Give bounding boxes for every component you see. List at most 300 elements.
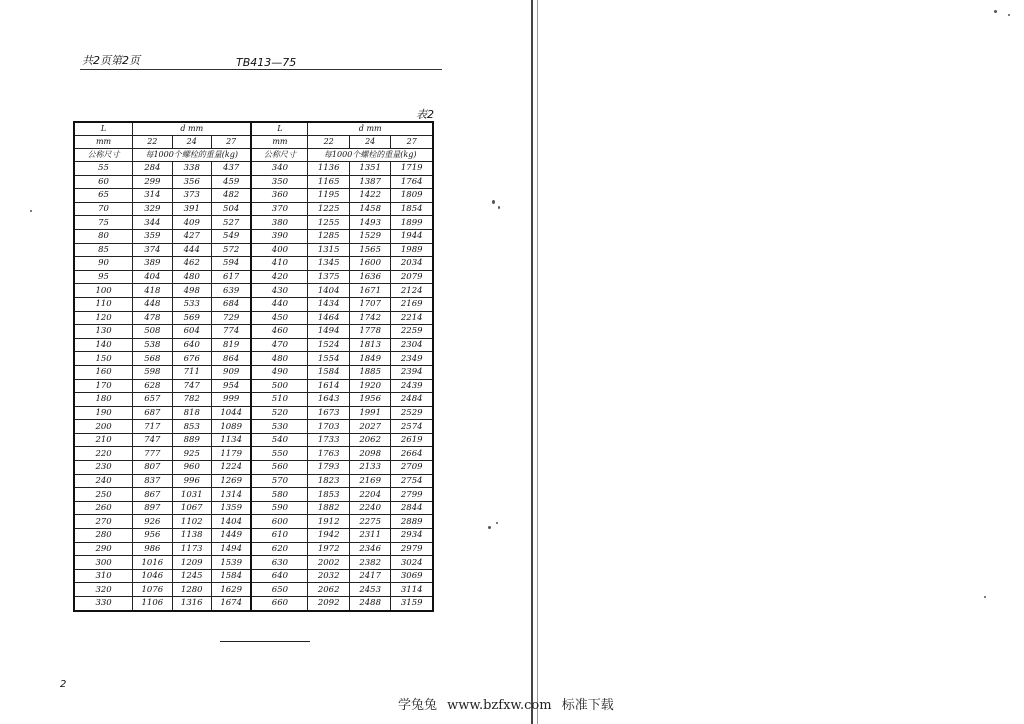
nominal-length-cell: 100 bbox=[74, 284, 133, 298]
table-row bbox=[74, 420, 433, 434]
weight-d22-cell-right: 1673 bbox=[308, 406, 350, 420]
weight-d27-cell: 572 bbox=[211, 243, 251, 257]
nominal-length-cell: 130 bbox=[74, 325, 133, 339]
weight-d27-cell-right: 2169 bbox=[391, 297, 433, 311]
scan-speck bbox=[496, 522, 498, 524]
weight-d24-cell: 444 bbox=[172, 243, 211, 257]
weight-d27-cell: 437 bbox=[211, 162, 251, 176]
weight-d27-cell-right: 2214 bbox=[391, 311, 433, 325]
weight-d22-cell-right: 2062 bbox=[308, 583, 350, 597]
weight-d27-cell: 864 bbox=[211, 352, 251, 366]
weight-d24-cell-right: 1387 bbox=[349, 175, 391, 189]
nominal-length-cell: 330 bbox=[74, 597, 133, 611]
weight-d24-cell: 818 bbox=[172, 406, 211, 420]
weight-d22-cell-right: 1404 bbox=[308, 284, 350, 298]
nominal-length-cell: 180 bbox=[74, 393, 133, 407]
nominal-length-cell-right: 660 bbox=[251, 597, 308, 611]
weight-d27-cell: 639 bbox=[211, 284, 251, 298]
weight-d27-cell: 999 bbox=[211, 393, 251, 407]
weight-d27-cell: 482 bbox=[211, 189, 251, 203]
weight-d27-cell: 774 bbox=[211, 325, 251, 339]
table-row bbox=[74, 311, 433, 325]
weight-d27-cell-right: 2259 bbox=[391, 325, 433, 339]
weight-d24-cell: 711 bbox=[172, 365, 211, 379]
nominal-length-cell: 170 bbox=[74, 379, 133, 393]
weight-d27-cell-right: 2079 bbox=[391, 270, 433, 284]
nominal-length-cell: 220 bbox=[74, 447, 133, 461]
table-row bbox=[74, 379, 433, 393]
header-nominal-size: 公称尺寸 bbox=[74, 149, 133, 162]
nominal-length-cell-right: 550 bbox=[251, 447, 308, 461]
scan-speck bbox=[492, 200, 495, 204]
weight-d27-cell-right: 1764 bbox=[391, 175, 433, 189]
weight-d24-cell-right: 1422 bbox=[349, 189, 391, 203]
nominal-length-cell-right: 650 bbox=[251, 583, 308, 597]
nominal-length-cell-right: 400 bbox=[251, 243, 308, 257]
weight-d27-cell: 1494 bbox=[211, 542, 251, 556]
weight-d22-cell-right: 1524 bbox=[308, 338, 350, 352]
weight-d27-cell-right: 1809 bbox=[391, 189, 433, 203]
weight-d24-cell-right: 2240 bbox=[349, 501, 391, 515]
weight-d27-cell-right: 2304 bbox=[391, 338, 433, 352]
table-row bbox=[74, 202, 433, 216]
table-row bbox=[74, 365, 433, 379]
weight-d24-cell-right: 2062 bbox=[349, 433, 391, 447]
weight-d24-cell: 391 bbox=[172, 202, 211, 216]
weight-d22-cell: 687 bbox=[133, 406, 172, 420]
weight-d24-cell-right: 1778 bbox=[349, 325, 391, 339]
weight-d24-cell-right: 2098 bbox=[349, 447, 391, 461]
weight-d24-cell-right: 1849 bbox=[349, 352, 391, 366]
weight-d22-cell-right: 1912 bbox=[308, 515, 350, 529]
weight-d27-cell: 549 bbox=[211, 229, 251, 243]
weight-d22-cell-right: 1434 bbox=[308, 297, 350, 311]
weight-d22-cell-right: 1882 bbox=[308, 501, 350, 515]
weight-d22-cell-right: 1853 bbox=[308, 488, 350, 502]
weight-d27-cell: 1539 bbox=[211, 556, 251, 570]
weight-d27-cell-right: 2124 bbox=[391, 284, 433, 298]
nominal-length-cell-right: 580 bbox=[251, 488, 308, 502]
nominal-length-cell: 140 bbox=[74, 338, 133, 352]
nominal-length-cell-right: 450 bbox=[251, 311, 308, 325]
weight-d24-cell: 427 bbox=[172, 229, 211, 243]
weight-d22-cell: 1106 bbox=[133, 597, 172, 611]
nominal-length-cell-right: 460 bbox=[251, 325, 308, 339]
nominal-length-cell-right: 500 bbox=[251, 379, 308, 393]
nominal-length-cell: 120 bbox=[74, 311, 133, 325]
weight-d22-cell: 717 bbox=[133, 420, 172, 434]
weight-d24-cell-right: 1458 bbox=[349, 202, 391, 216]
weight-d22-cell: 628 bbox=[133, 379, 172, 393]
weight-d22-cell-right: 1464 bbox=[308, 311, 350, 325]
header-rule bbox=[80, 69, 442, 70]
weight-d24-cell-right: 2275 bbox=[349, 515, 391, 529]
weight-d24-cell-right: 1636 bbox=[349, 270, 391, 284]
weight-d24-cell: 604 bbox=[172, 325, 211, 339]
weight-d27-cell: 1044 bbox=[211, 406, 251, 420]
weight-d24-cell: 480 bbox=[172, 270, 211, 284]
weight-d27-cell: 819 bbox=[211, 338, 251, 352]
weight-d27-cell-right: 1899 bbox=[391, 216, 433, 230]
weight-d22-cell: 314 bbox=[133, 189, 172, 203]
page-fold-shadow bbox=[537, 0, 538, 724]
table-row bbox=[74, 297, 433, 311]
weight-d27-cell: 909 bbox=[211, 365, 251, 379]
table-row bbox=[74, 216, 433, 230]
scan-speck bbox=[498, 206, 500, 209]
weight-d24-cell: 925 bbox=[172, 447, 211, 461]
nominal-length-cell: 70 bbox=[74, 202, 133, 216]
page-number: 2 bbox=[60, 679, 67, 690]
nominal-length-cell-right: 350 bbox=[251, 175, 308, 189]
weight-d24-cell-right: 2133 bbox=[349, 461, 391, 475]
nominal-length-cell: 190 bbox=[74, 406, 133, 420]
weight-d24-cell: 1138 bbox=[172, 529, 211, 543]
nominal-length-cell-right: 470 bbox=[251, 338, 308, 352]
weight-d24-cell-right: 2488 bbox=[349, 597, 391, 611]
table-row bbox=[74, 556, 433, 570]
weight-d22-cell: 747 bbox=[133, 433, 172, 447]
footer-rule bbox=[220, 641, 310, 642]
weight-d27-cell-right: 1944 bbox=[391, 229, 433, 243]
weight-d22-cell: 538 bbox=[133, 338, 172, 352]
nominal-length-cell: 55 bbox=[74, 162, 133, 176]
weight-d27-cell: 1089 bbox=[211, 420, 251, 434]
weight-d24-cell-right: 1885 bbox=[349, 365, 391, 379]
weight-d27-cell: 1449 bbox=[211, 529, 251, 543]
header-d-label-right: d mm bbox=[308, 122, 433, 136]
weight-d24-cell: 409 bbox=[172, 216, 211, 230]
weight-d22-cell: 478 bbox=[133, 311, 172, 325]
weight-d24-cell: 889 bbox=[172, 433, 211, 447]
weight-d24-cell: 960 bbox=[172, 461, 211, 475]
weight-d22-cell: 329 bbox=[133, 202, 172, 216]
weight-d24-cell: 1209 bbox=[172, 556, 211, 570]
weight-d27-cell: 594 bbox=[211, 257, 251, 271]
nominal-length-cell-right: 520 bbox=[251, 406, 308, 420]
table-label: 表2 bbox=[416, 108, 434, 121]
nominal-length-cell: 75 bbox=[74, 216, 133, 230]
header-diameter-22: 22 bbox=[133, 136, 172, 149]
weight-d27-cell-right: 2844 bbox=[391, 501, 433, 515]
weight-d27-cell-right: 2349 bbox=[391, 352, 433, 366]
weight-d27-cell-right: 2934 bbox=[391, 529, 433, 543]
nominal-length-cell-right: 560 bbox=[251, 461, 308, 475]
table-row bbox=[74, 433, 433, 447]
nominal-length-cell-right: 440 bbox=[251, 297, 308, 311]
weight-d24-cell-right: 2417 bbox=[349, 569, 391, 583]
weight-d22-cell-right: 1554 bbox=[308, 352, 350, 366]
weight-d22-cell: 598 bbox=[133, 365, 172, 379]
table-row bbox=[74, 257, 433, 271]
weight-d22-cell-right: 1972 bbox=[308, 542, 350, 556]
weight-d24-cell-right: 1742 bbox=[349, 311, 391, 325]
table-header-row-2 bbox=[74, 136, 433, 149]
table-header-row-1 bbox=[74, 122, 433, 136]
weight-d22-cell-right: 2032 bbox=[308, 569, 350, 583]
weight-d22-cell: 344 bbox=[133, 216, 172, 230]
weight-d24-cell-right: 1565 bbox=[349, 243, 391, 257]
weight-d24-cell: 1316 bbox=[172, 597, 211, 611]
table-header-row-3 bbox=[74, 149, 433, 162]
weight-d24-cell-right: 2204 bbox=[349, 488, 391, 502]
nominal-length-cell: 260 bbox=[74, 501, 133, 515]
weight-d24-cell-right: 1671 bbox=[349, 284, 391, 298]
nominal-length-cell: 200 bbox=[74, 420, 133, 434]
header-weight-label: 每1000个螺栓的重量(kg) bbox=[133, 149, 252, 162]
table-row bbox=[74, 515, 433, 529]
weight-d22-cell-right: 1345 bbox=[308, 257, 350, 271]
weight-d22-cell: 568 bbox=[133, 352, 172, 366]
weight-d24-cell-right: 2382 bbox=[349, 556, 391, 570]
nominal-length-cell-right: 640 bbox=[251, 569, 308, 583]
weight-d24-cell: 676 bbox=[172, 352, 211, 366]
weight-d22-cell-right: 1255 bbox=[308, 216, 350, 230]
weight-d22-cell: 1016 bbox=[133, 556, 172, 570]
table-row bbox=[74, 175, 433, 189]
weight-d27-cell-right: 3024 bbox=[391, 556, 433, 570]
weight-d24-cell: 640 bbox=[172, 338, 211, 352]
weight-d22-cell: 448 bbox=[133, 297, 172, 311]
weight-d22-cell: 867 bbox=[133, 488, 172, 502]
weight-d27-cell: 527 bbox=[211, 216, 251, 230]
nominal-length-cell: 160 bbox=[74, 365, 133, 379]
weight-d27-cell-right: 2619 bbox=[391, 433, 433, 447]
nominal-length-cell: 280 bbox=[74, 529, 133, 543]
weight-d22-cell: 837 bbox=[133, 474, 172, 488]
nominal-length-cell-right: 360 bbox=[251, 189, 308, 203]
weight-d24-cell: 356 bbox=[172, 175, 211, 189]
page-fold-line bbox=[531, 0, 533, 724]
weight-d27-cell-right: 2979 bbox=[391, 542, 433, 556]
weight-d27-cell-right: 2664 bbox=[391, 447, 433, 461]
weight-d22-cell-right: 1763 bbox=[308, 447, 350, 461]
weight-d27-cell: 1584 bbox=[211, 569, 251, 583]
table-row bbox=[74, 393, 433, 407]
weight-d27-cell-right: 3159 bbox=[391, 597, 433, 611]
weight-d24-cell: 782 bbox=[172, 393, 211, 407]
weight-d22-cell: 508 bbox=[133, 325, 172, 339]
weight-d27-cell: 1269 bbox=[211, 474, 251, 488]
weight-d22-cell-right: 1733 bbox=[308, 433, 350, 447]
weight-d27-cell: 1359 bbox=[211, 501, 251, 515]
weight-d27-cell-right: 2754 bbox=[391, 474, 433, 488]
watermark-text: 学兔兔 www.bzfxw.com 标准下载 bbox=[398, 698, 614, 713]
header-nominal-size-right: 公称尺寸 bbox=[251, 149, 308, 162]
nominal-length-cell-right: 490 bbox=[251, 365, 308, 379]
weight-d22-cell-right: 1614 bbox=[308, 379, 350, 393]
table-row bbox=[74, 338, 433, 352]
weight-d24-cell: 498 bbox=[172, 284, 211, 298]
bolt-weight-table bbox=[73, 121, 434, 612]
table-row bbox=[74, 583, 433, 597]
table-row bbox=[74, 243, 433, 257]
weight-d24-cell-right: 2453 bbox=[349, 583, 391, 597]
nominal-length-cell: 300 bbox=[74, 556, 133, 570]
weight-d27-cell-right: 1719 bbox=[391, 162, 433, 176]
nominal-length-cell: 320 bbox=[74, 583, 133, 597]
weight-d22-cell-right: 1703 bbox=[308, 420, 350, 434]
scan-speck bbox=[488, 526, 491, 529]
weight-d27-cell-right: 2529 bbox=[391, 406, 433, 420]
weight-d22-cell: 657 bbox=[133, 393, 172, 407]
weight-d22-cell-right: 1942 bbox=[308, 529, 350, 543]
weight-d24-cell-right: 2027 bbox=[349, 420, 391, 434]
table-row bbox=[74, 162, 433, 176]
weight-d24-cell-right: 1493 bbox=[349, 216, 391, 230]
nominal-length-cell-right: 430 bbox=[251, 284, 308, 298]
header-unit: mm bbox=[74, 136, 133, 149]
header-weight-label-right: 每1000个螺栓的重量(kg) bbox=[308, 149, 433, 162]
weight-d27-cell-right: 3114 bbox=[391, 583, 433, 597]
table-row bbox=[74, 488, 433, 502]
table-row bbox=[74, 474, 433, 488]
weight-d27-cell-right: 2439 bbox=[391, 379, 433, 393]
weight-d24-cell: 1067 bbox=[172, 501, 211, 515]
weight-d27-cell: 684 bbox=[211, 297, 251, 311]
weight-d27-cell-right: 2574 bbox=[391, 420, 433, 434]
table-row bbox=[74, 597, 433, 611]
nominal-length-cell: 240 bbox=[74, 474, 133, 488]
weight-d24-cell-right: 1351 bbox=[349, 162, 391, 176]
weight-d27-cell-right: 1989 bbox=[391, 243, 433, 257]
weight-d27-cell-right: 1854 bbox=[391, 202, 433, 216]
weight-d22-cell: 1046 bbox=[133, 569, 172, 583]
weight-d22-cell: 418 bbox=[133, 284, 172, 298]
nominal-length-cell-right: 620 bbox=[251, 542, 308, 556]
weight-d27-cell-right: 2709 bbox=[391, 461, 433, 475]
nominal-length-cell-right: 630 bbox=[251, 556, 308, 570]
weight-d22-cell-right: 1793 bbox=[308, 461, 350, 475]
nominal-length-cell: 65 bbox=[74, 189, 133, 203]
weight-d22-cell-right: 1195 bbox=[308, 189, 350, 203]
nominal-length-cell-right: 370 bbox=[251, 202, 308, 216]
nominal-length-cell: 150 bbox=[74, 352, 133, 366]
nominal-length-cell-right: 380 bbox=[251, 216, 308, 230]
table-row bbox=[74, 542, 433, 556]
weight-d27-cell-right: 2889 bbox=[391, 515, 433, 529]
weight-d27-cell: 729 bbox=[211, 311, 251, 325]
weight-d22-cell: 956 bbox=[133, 529, 172, 543]
header-d-label: d mm bbox=[133, 122, 252, 136]
nominal-length-cell-right: 600 bbox=[251, 515, 308, 529]
weight-d22-cell: 897 bbox=[133, 501, 172, 515]
nominal-length-cell-right: 420 bbox=[251, 270, 308, 284]
weight-d27-cell-right: 3069 bbox=[391, 569, 433, 583]
weight-d24-cell-right: 1956 bbox=[349, 393, 391, 407]
weight-d24-cell: 1280 bbox=[172, 583, 211, 597]
header-l-label-right: L bbox=[251, 122, 308, 136]
weight-d27-cell: 954 bbox=[211, 379, 251, 393]
weight-d22-cell-right: 1643 bbox=[308, 393, 350, 407]
table-row bbox=[74, 352, 433, 366]
weight-d27-cell: 1179 bbox=[211, 447, 251, 461]
weight-d24-cell: 1102 bbox=[172, 515, 211, 529]
nominal-length-cell-right: 610 bbox=[251, 529, 308, 543]
weight-d24-cell-right: 1529 bbox=[349, 229, 391, 243]
weight-d27-cell-right: 2034 bbox=[391, 257, 433, 271]
nominal-length-cell-right: 480 bbox=[251, 352, 308, 366]
nominal-length-cell-right: 340 bbox=[251, 162, 308, 176]
scan-speck bbox=[984, 596, 986, 598]
weight-d24-cell: 853 bbox=[172, 420, 211, 434]
weight-d24-cell: 338 bbox=[172, 162, 211, 176]
header-diameter-24: 24 bbox=[172, 136, 211, 149]
weight-d22-cell: 807 bbox=[133, 461, 172, 475]
weight-d24-cell: 1245 bbox=[172, 569, 211, 583]
table-row bbox=[74, 501, 433, 515]
weight-d22-cell-right: 1375 bbox=[308, 270, 350, 284]
weight-d24-cell-right: 1991 bbox=[349, 406, 391, 420]
weight-d22-cell-right: 1584 bbox=[308, 365, 350, 379]
table-row bbox=[74, 461, 433, 475]
weight-d22-cell: 1076 bbox=[133, 583, 172, 597]
weight-d27-cell: 1224 bbox=[211, 461, 251, 475]
weight-d27-cell: 1674 bbox=[211, 597, 251, 611]
weight-d27-cell: 1629 bbox=[211, 583, 251, 597]
nominal-length-cell-right: 390 bbox=[251, 229, 308, 243]
table-row bbox=[74, 325, 433, 339]
nominal-length-cell-right: 540 bbox=[251, 433, 308, 447]
nominal-length-cell: 250 bbox=[74, 488, 133, 502]
weight-d22-cell: 389 bbox=[133, 257, 172, 271]
weight-d24-cell: 373 bbox=[172, 189, 211, 203]
standard-number: TB413—75 bbox=[236, 56, 297, 69]
weight-d24-cell: 747 bbox=[172, 379, 211, 393]
weight-d24-cell-right: 1920 bbox=[349, 379, 391, 393]
weight-d27-cell-right: 2394 bbox=[391, 365, 433, 379]
nominal-length-cell: 85 bbox=[74, 243, 133, 257]
weight-d27-cell-right: 2799 bbox=[391, 488, 433, 502]
table-row bbox=[74, 569, 433, 583]
header-diameter-27: 27 bbox=[211, 136, 251, 149]
nominal-length-cell-right: 570 bbox=[251, 474, 308, 488]
weight-d27-cell: 1134 bbox=[211, 433, 251, 447]
nominal-length-cell: 80 bbox=[74, 229, 133, 243]
nominal-length-cell: 270 bbox=[74, 515, 133, 529]
weight-d22-cell-right: 1823 bbox=[308, 474, 350, 488]
weight-d22-cell-right: 2002 bbox=[308, 556, 350, 570]
scan-speck bbox=[30, 210, 32, 212]
table-row bbox=[74, 406, 433, 420]
page-indicator: 共2页第2页 bbox=[82, 52, 140, 70]
weight-d22-cell: 404 bbox=[133, 270, 172, 284]
weight-d24-cell-right: 1600 bbox=[349, 257, 391, 271]
weight-d22-cell-right: 1165 bbox=[308, 175, 350, 189]
header-unit-right: mm bbox=[251, 136, 308, 149]
nominal-length-cell: 90 bbox=[74, 257, 133, 271]
weight-d22-cell-right: 1315 bbox=[308, 243, 350, 257]
nominal-length-cell-right: 590 bbox=[251, 501, 308, 515]
weight-d27-cell-right: 2484 bbox=[391, 393, 433, 407]
weight-d22-cell: 374 bbox=[133, 243, 172, 257]
table-row bbox=[74, 270, 433, 284]
nominal-length-cell-right: 410 bbox=[251, 257, 308, 271]
nominal-length-cell: 60 bbox=[74, 175, 133, 189]
nominal-length-cell: 310 bbox=[74, 569, 133, 583]
weight-d24-cell-right: 1813 bbox=[349, 338, 391, 352]
table-row bbox=[74, 529, 433, 543]
nominal-length-cell: 290 bbox=[74, 542, 133, 556]
table-row bbox=[74, 447, 433, 461]
weight-d24-cell: 1173 bbox=[172, 542, 211, 556]
weight-d22-cell: 777 bbox=[133, 447, 172, 461]
table-row bbox=[74, 284, 433, 298]
weight-d22-cell: 926 bbox=[133, 515, 172, 529]
weight-d24-cell: 996 bbox=[172, 474, 211, 488]
weight-d24-cell-right: 2346 bbox=[349, 542, 391, 556]
table-row bbox=[74, 189, 433, 203]
